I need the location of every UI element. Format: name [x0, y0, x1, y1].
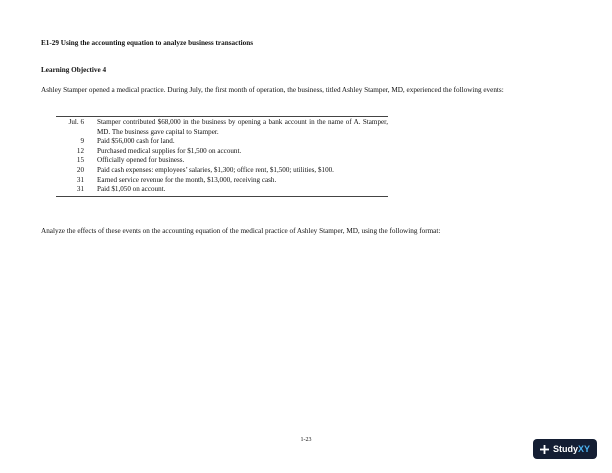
event-date: 20 — [76, 165, 84, 174]
event-date: 31 — [76, 185, 84, 194]
event-row — [56, 147, 388, 157]
event-row — [56, 176, 388, 186]
event-row — [56, 118, 388, 137]
page-number: 1-23 — [300, 437, 312, 443]
event-description: Paid $1,050 on account. — [97, 185, 166, 194]
event-date: 9 — [80, 137, 84, 146]
event-date: Jul. 6 — [68, 118, 84, 126]
exercise-title: E1-29 Using the accounting equation to analyze business transactions — [41, 39, 254, 47]
event-row — [56, 166, 388, 176]
instruction-paragraph: Analyze the effects of these events on the accounting equation of the medical practice of Ashley Stamper, MD, using the following format: — [41, 227, 441, 235]
event-date: 12 — [76, 146, 84, 155]
learning-objective: Learning Objective 4 — [41, 66, 107, 74]
event-description: Paid cash expenses: employees’ salaries, $1,300; office rent, $1,500; utilities, $100. — [97, 165, 334, 174]
event-row — [56, 185, 388, 195]
event-date: 15 — [76, 156, 84, 165]
event-description: Earned service revenue for the month, $13,000, receiving cash. — [97, 175, 277, 184]
event-description: Purchased medical supplies for $1,500 on account. — [97, 146, 242, 155]
studyxy-badge[interactable] — [533, 439, 597, 459]
intro-paragraph: Ashley Stamper opened a medical practice. During July, the first month of operation, the business, titled Ashley Stamper, MD, experienced the following events: — [41, 86, 504, 94]
event-row — [56, 156, 388, 166]
event-description: Officially opened for business. — [97, 156, 185, 165]
event-description: Stamper contributed $68,000 in the business by opening a bank account in the name of A. Stamper, MD. The business gave capital to Stamper. — [97, 118, 388, 136]
event-date: 31 — [76, 175, 84, 184]
brand-suffix: XY — [578, 444, 591, 454]
events-table — [56, 116, 388, 197]
event-row — [56, 137, 388, 147]
plus-icon — [540, 445, 549, 454]
event-description: Paid $56,000 cash for land. — [97, 137, 175, 146]
brand-prefix: Study — [552, 444, 578, 454]
